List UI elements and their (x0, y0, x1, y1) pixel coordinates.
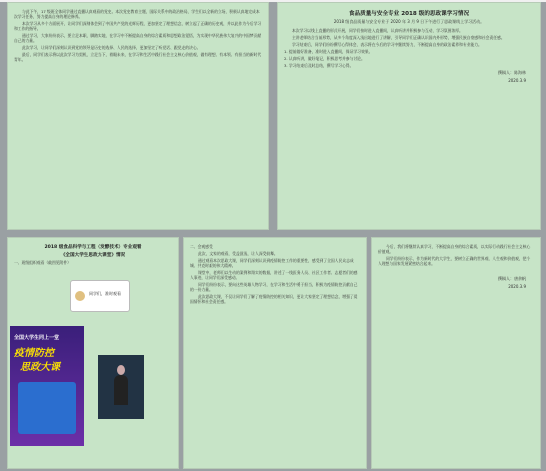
person-face (117, 365, 125, 375)
page-body (284, 28, 534, 68)
page-body (190, 251, 360, 304)
paragraph: 本次学习以线上直播的形式开展，同学们按时进入直播间，认真听讲并积极参与互动，学习氛围浓厚。 (292, 28, 463, 33)
paragraph: 学习结束后，同学们纷纷撰写心得体会，表示将在今后的学习中继续努力，不断提高自身的政治素养和专业能力。 (292, 42, 482, 47)
list-item: 1. 提前做好准备，准时进入直播间，保证学习效果。 (284, 49, 373, 54)
page-title: 2018 级食品科学与工程（发酵技术）专业观看 (44, 245, 142, 250)
paragraph: 此次思政大课，不仅让同学们了解了疫情防控的相关知识，更让大家坚定了理想信念，增强了爱国情怀和社会责任感。 (190, 294, 358, 304)
section-heading: 二、会观感受 (190, 244, 213, 249)
paragraph: 此次学习，让同学们深刻认识到党的领导是历史的选择、人民的选择，更加坚定了听党话、跟党走的决心。 (22, 45, 201, 50)
paragraph: 主讲老师结合当前形势，从多个角度深入浅出地进行了讲解，引导同学们正确认识国内外形势，增强民族自豪感和社会责任感。 (292, 35, 505, 40)
document-page-top-right (278, 3, 540, 229)
document-page-bottom-middle (184, 238, 366, 468)
paragraph: 同学们纷纷表示，作为新时代的大学生，要树立正确的世界观、人生观和价值观，把个人理想与国家发展紧密结合起来。 (378, 256, 531, 266)
lecture-photo (98, 355, 144, 419)
paragraph: 通过观看本次思政大课，同学们深刻认识到疫情防控工作的重要性，感受到了全国人民众志成城、共克时艰的伟大精神。 (190, 258, 354, 268)
banner-line-3: 思政大课 (20, 362, 60, 373)
banner-line-1: 全国大学生同上一堂 (14, 335, 60, 341)
wechat-screenshot (70, 280, 130, 312)
document-page-bottom-right (372, 238, 540, 468)
paragraph: 此次，文家的观看，受益匪浅，让人深受鼓舞。 (198, 251, 278, 256)
page-body (8, 3, 268, 62)
paragraph: 同学们纷纷表示，要向这些英雄人物学习，在学习和生活中勇于担当，积极为疫情防控贡献自己的一份力量。 (190, 282, 358, 292)
avatar (75, 291, 85, 301)
page-meta: 2018 级食品质量与安全专业于 2020 年 3 月 9 日下午进行了思政课线上学习活动。 (333, 19, 485, 24)
phone-card-graphic (18, 382, 76, 434)
date: 2020.3.9 (508, 284, 526, 289)
chat-text: 同学们，准时观看 (89, 291, 121, 296)
list-item: 2. 认真听讲，做好笔记，积极思考并参与讨论。 (284, 56, 365, 61)
paragraph: 课堂中，老师们以生动的案例和翔实的数据，讲述了一线医务人员、社区工作者、志愿者们的感人事迹，让同学们深受感动。 (190, 270, 358, 280)
paragraph: 今后，我们将继续认真学习，不断提高自身的综合素质，以实际行动践行社会主义核心价值观。 (378, 244, 531, 254)
page-body (378, 244, 534, 266)
page-title: 食品质量与安全专业 2018 级的思政课学习情况 (348, 11, 470, 17)
person-figure (114, 375, 128, 405)
window-top-bar (0, 0, 546, 2)
banner-line-2: 疫情防控 (14, 348, 54, 359)
page-subtitle: 《全国大学生思政大课堂》情况 (60, 253, 126, 258)
signature: 撰稿人：唐余帆 (498, 276, 526, 281)
paragraph: 与此下午，17 级班全体同学通过直播认真观看的党史。本次党史教育主题，国际关系中的政治格局，学生们以全新的立场，积极认真地完成本次学习任务，努力提高自身的理论修养。 (14, 9, 260, 19)
course-banner-image (10, 326, 84, 446)
paragraph: 通过学习，大家纷纷表示，要立足本职，脚踏实地，在学习中不断提高自身的综合素质和思想政治觉悟，为实现中华民族伟大复兴的中国梦贡献自己的力量。 (14, 33, 262, 43)
signature: 撰稿人：陈海林 (498, 70, 526, 75)
list-item: 3. 学习结束后及时总结，撰写学习心得。 (284, 63, 354, 68)
document-page-top-left (8, 3, 268, 229)
date: 2020.3.9 (508, 78, 526, 83)
section-heading: 一、班级组织观看（截图见附件） (14, 260, 71, 265)
paragraph: 本次学习从多个方面展开，让同学们深刻体会到了中国共产党的光辉历程，更加坚定了理想信念，树立起了正确的历史观，并以此作为今后学习和工作的指导。 (14, 21, 262, 31)
paragraph: 最后，同学们表示将以此次学习为契机，立足当下，着眼未来，在学习和生活中践行社会主义核心价值观，做有理想、有本领、有担当的新时代青年。 (14, 52, 262, 62)
